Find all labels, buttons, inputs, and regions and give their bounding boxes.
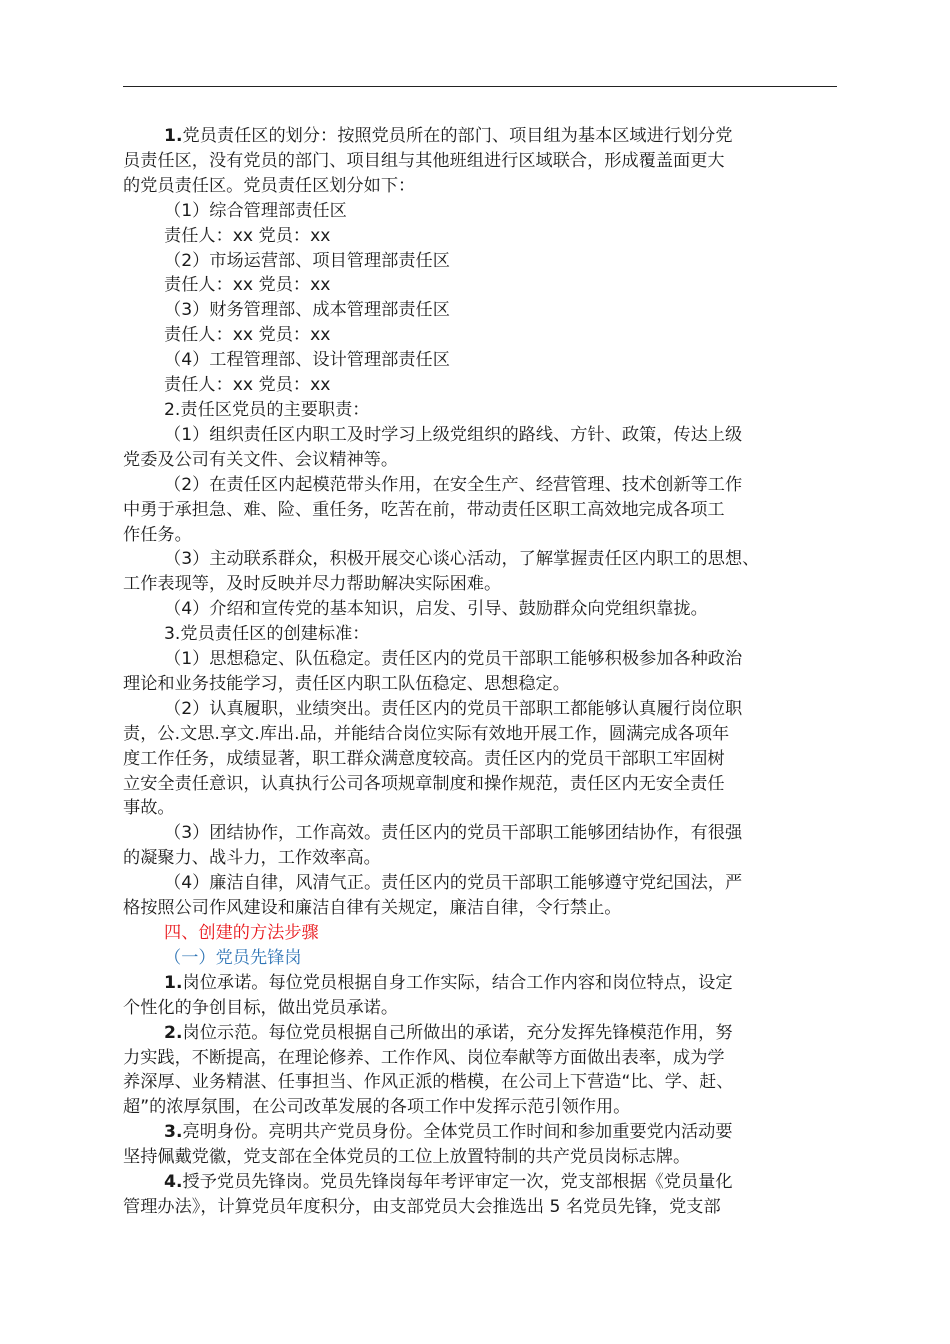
header-rule bbox=[123, 86, 837, 87]
text-line bbox=[123, 448, 837, 473]
line-text: （1）综合管理部责任区 bbox=[164, 200, 347, 221]
line-text: 党委及公司有关文件、会议精神等。 bbox=[123, 449, 399, 470]
line-text: 立安全责任意识，认真执行公司各项规章制度和操作规范，责任区内无安全责任 bbox=[123, 773, 725, 794]
item-number: 1. bbox=[164, 126, 183, 146]
line-text: 责任人：xx 党员：xx bbox=[164, 325, 331, 346]
text-line bbox=[123, 647, 837, 672]
line-text: 员责任区，没有党员的部门、项目组与其他班组进行区域联合，形成覆盖面更大 bbox=[123, 150, 725, 171]
line-text: 管理办法》，计算党员年度积分，由支部党员大会推选出 5 名党员先锋，党支部 bbox=[123, 1196, 721, 1217]
text-line bbox=[123, 1046, 837, 1071]
line-text: 坚持佩戴党徽，党支部在全体党员的工位上放置特制的共产党员岗标志牌。 bbox=[123, 1147, 691, 1168]
line-text: （4）介绍和宣传党的基本知识，启发、引导、鼓励群众向党组织靠拢。 bbox=[164, 599, 708, 620]
line-text: （3）团结协作，工作高效。责任区内的党员干部职工能够团结协作，有很强 bbox=[164, 823, 743, 844]
text-line bbox=[123, 373, 837, 398]
text-line bbox=[123, 722, 837, 747]
line-text: 格按照公司作风建设和廉洁自律有关规定，廉洁自律，令行禁止。 bbox=[123, 898, 622, 919]
line-text: 的党员责任区。党员责任区划分如下： bbox=[123, 175, 416, 196]
line-text: （2）在责任区内起模范带头作用，在安全生产、经营管理、技术创新等工作 bbox=[164, 474, 743, 495]
text-line bbox=[123, 1120, 837, 1145]
text-line bbox=[123, 597, 837, 622]
text-line bbox=[123, 846, 837, 871]
line-text: 作任务。 bbox=[123, 524, 192, 545]
text-line bbox=[123, 622, 837, 647]
line-text: （1）组织责任区内职工及时学习上级党组织的路线、方针、政策，传达上级 bbox=[164, 424, 743, 445]
line-text: 中勇于承担急、难、险、重任务，吃苦在前，带动责任区职工高效地完成各项工 bbox=[123, 499, 725, 520]
section-heading bbox=[123, 921, 837, 946]
line-text: 度工作任务，成绩显著，职工群众满意度较高。责任区内的党员干部职工牢固树 bbox=[123, 748, 725, 769]
subsection-heading bbox=[123, 946, 837, 971]
text-line bbox=[123, 1070, 837, 1095]
line-text: 责，公.文思.享文.库出.品，并能结合岗位实际有效地开展工作，圆满完成各项年 bbox=[123, 723, 730, 744]
line-text: 四、创建的方法步骤 bbox=[164, 923, 319, 943]
line-text: （3）主动联系群众，积极开展交心谈心活动，了解掌握责任区内职工的思想、 bbox=[164, 549, 760, 570]
line-text: 理论和业务技能学习，责任区内职工队伍稳定、思想稳定。 bbox=[123, 673, 570, 694]
line-text: （2）认真履职，业绩突出。责任区内的党员干部职工都能够认真履行岗位职 bbox=[164, 698, 743, 719]
text-line bbox=[123, 747, 837, 772]
text-line bbox=[123, 971, 837, 996]
line-text: 亮明身份。亮明共产党员身份。全体党员工作时间和参加重要党内活动要 bbox=[182, 1122, 733, 1143]
line-text: 3.党员责任区的创建标准： bbox=[164, 624, 370, 645]
line-text: 党员责任区的划分：按照党员所在的部门、项目组为基本区域进行划分党 bbox=[182, 126, 733, 146]
text-line bbox=[123, 547, 837, 572]
text-line bbox=[123, 572, 837, 597]
text-line bbox=[123, 174, 837, 199]
line-text: 责任人：xx 党员：xx bbox=[164, 375, 331, 396]
line-text: 责任人：xx 党员：xx bbox=[164, 275, 331, 296]
text-line bbox=[123, 523, 837, 548]
text-line bbox=[123, 1021, 837, 1046]
line-text: 力实践，不断提高，在理论修养、工作作风、岗位奉献等方面做出表率，成为学 bbox=[123, 1047, 725, 1068]
text-line bbox=[123, 871, 837, 896]
text-line bbox=[123, 1195, 837, 1220]
line-text: 责任人：xx 党员：xx bbox=[164, 225, 331, 246]
text-line bbox=[123, 498, 837, 523]
text-line bbox=[123, 273, 837, 298]
line-text: 个性化的争创目标，做出党员承诺。 bbox=[123, 997, 399, 1018]
text-line bbox=[123, 249, 837, 274]
text-line bbox=[123, 298, 837, 323]
text-line bbox=[123, 1170, 837, 1195]
line-text: （一）党员先锋岗 bbox=[164, 947, 302, 968]
line-text: （3）财务管理部、成本管理部责任区 bbox=[164, 300, 450, 321]
text-line bbox=[123, 1095, 837, 1120]
item-number: 2. bbox=[164, 1022, 183, 1043]
text-line bbox=[123, 348, 837, 373]
text-line bbox=[123, 323, 837, 348]
line-text: 事故。 bbox=[123, 798, 175, 819]
line-text: （1）思想稳定、队伍稳定。责任区内的党员干部职工能够积极参加各种政治 bbox=[164, 649, 743, 670]
line-text: （2）市场运营部、项目管理部责任区 bbox=[164, 250, 450, 271]
text-line bbox=[123, 423, 837, 448]
text-line bbox=[123, 473, 837, 498]
document-body bbox=[123, 124, 837, 1220]
text-line bbox=[123, 996, 837, 1021]
line-text: 的凝聚力、战斗力，工作效率高。 bbox=[123, 848, 381, 869]
line-text: 授予党员先锋岗。党员先锋岗每年考评审定一次，党支部根据《党员量化 bbox=[182, 1172, 733, 1193]
line-text: 2.责任区党员的主要职责： bbox=[164, 399, 370, 420]
text-line bbox=[123, 697, 837, 722]
text-line bbox=[123, 224, 837, 249]
item-number: 1. bbox=[164, 972, 183, 993]
line-text: 工作表现等，及时反映并尽力帮助解决实际困难。 bbox=[123, 574, 502, 595]
text-line bbox=[123, 672, 837, 697]
line-text: 超”的浓厚氛围，在公司改革发展的各项工作中发挥示范引领作用。 bbox=[123, 1097, 631, 1118]
text-line bbox=[123, 149, 837, 174]
item-number: 3. bbox=[164, 1122, 183, 1143]
text-line bbox=[123, 1145, 837, 1170]
line-text: 岗位示范。每位党员根据自己所做出的承诺，充分发挥先锋模范作用，努 bbox=[182, 1022, 733, 1043]
text-line bbox=[123, 772, 837, 797]
text-line bbox=[123, 398, 837, 423]
line-text: 养深厚、业务精湛、任事担当、作风正派的楷模，在公司上下营造“比、学、赶、 bbox=[123, 1072, 734, 1093]
text-line bbox=[123, 124, 837, 149]
text-line bbox=[123, 199, 837, 224]
line-text: 岗位承诺。每位党员根据自身工作实际，结合工作内容和岗位特点，设定 bbox=[182, 972, 733, 993]
line-text: （4）工程管理部、设计管理部责任区 bbox=[164, 350, 450, 371]
text-line bbox=[123, 796, 837, 821]
text-line bbox=[123, 821, 837, 846]
text-line bbox=[123, 896, 837, 921]
item-number: 4. bbox=[164, 1172, 183, 1193]
line-text: （4）廉洁自律，风清气正。责任区内的党员干部职工能够遵守党纪国法，严 bbox=[164, 873, 743, 894]
